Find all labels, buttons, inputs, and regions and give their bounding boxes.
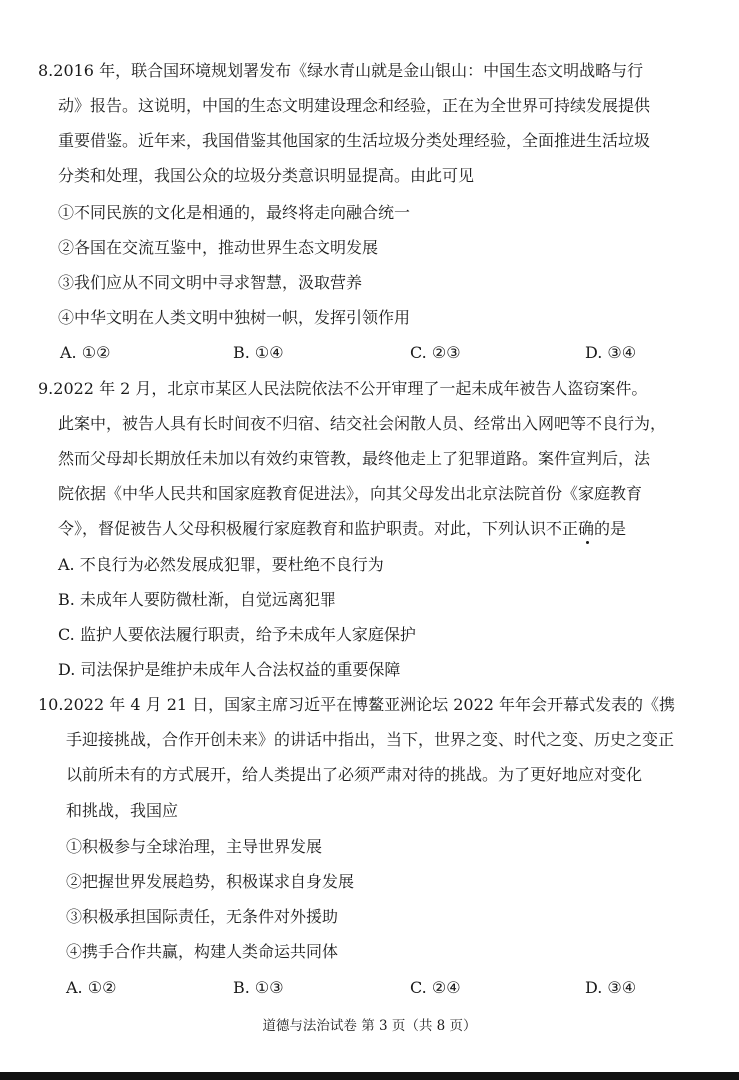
question-10-statement-4: ④携手合作共赢，构建人类命运共同体 xyxy=(66,942,339,961)
question-8-choice-d[interactable]: D. ③④ xyxy=(585,343,637,362)
question-8-stem-line-1: 8.2016 年，联合国环境规划署发布《绿水青山就是金山银山：中国生态文明战略与行 xyxy=(38,61,644,80)
question-10-choice-d[interactable]: D. ③④ xyxy=(585,978,637,997)
question-10-choice-a[interactable]: A. ①② xyxy=(66,978,117,997)
question-10-choice-b[interactable]: B. ①③ xyxy=(233,978,284,997)
question-8-statement-4: ④中华文明在人类文明中独树一帜，发挥引领作用 xyxy=(58,308,411,327)
question-10-statement-2: ②把握世界发展趋势，积极谋求自身发展 xyxy=(66,872,355,891)
question-8-choice-b[interactable]: B. ①④ xyxy=(233,343,284,362)
question-8-choice-a[interactable]: A. ①② xyxy=(60,343,111,362)
question-10-stem-line-4: 和挑战，我国应 xyxy=(66,801,179,820)
question-9-stem-line-2: 此案中，被告人具有长时间夜不归宿、结交社会闲散人员、经常出入网吧等不良行为， xyxy=(58,414,667,433)
page-footer: 道德与法治试卷 第 3 页（共 8 页） xyxy=(262,1018,477,1034)
question-8-stem-line-4: 分类和处理，我国公众的垃圾分类意识明显提高。由此可见 xyxy=(58,166,475,185)
question-9-stem-line-5: 令》，督促被告人父母积极履行家庭教育和监护职责。对此，下列认识不正确的是 xyxy=(58,519,627,538)
question-9-option-d[interactable]: D. 司法保护是维护未成年人合法权益的重要保障 xyxy=(58,660,401,679)
question-8-choice-c[interactable]: C. ②③ xyxy=(410,343,461,362)
question-9-stem-line-4: 院依据《中华人民共和国家庭教育促进法》，向其父母发出北京法院首份《家庭教育 xyxy=(58,484,643,503)
question-8-stem-line-2: 动》报告。这说明，中国的生态文明建设理念和经验，正在为全世界可持续发展提供 xyxy=(58,96,651,115)
question-9-option-c[interactable]: C. 监护人要依法履行职责，给予未成年人家庭保护 xyxy=(58,625,416,644)
question-8-statement-3: ③我们应从不同文明中寻求智慧，汲取营养 xyxy=(58,273,363,292)
question-9-option-b[interactable]: B. 未成年人要防微杜渐，自觉远离犯罪 xyxy=(58,590,336,609)
question-9-option-a[interactable]: A. 不良行为必然发展成犯罪，要杜绝不良行为 xyxy=(58,555,384,574)
question-8-statement-1: ①不同民族的文化是相通的，最终将走向融合统一 xyxy=(58,203,411,222)
question-9-stem-line-1: 9.2022 年 2 月，北京市某区人民法院依法不公开审理了一起未成年被告人盗窃案件。 xyxy=(38,379,648,398)
question-10-statement-1: ①积极参与全球治理，主导世界发展 xyxy=(66,837,323,856)
question-10-stem-line-3: 以前所未有的方式展开，给人类提出了必须严肃对待的挑战。为了更好地应对变化 xyxy=(66,765,643,784)
emphasis-dot xyxy=(586,541,589,544)
question-10-stem-line-2: 手迎接挑战，合作开创未来》的讲话中指出，当下，世界之变、时代之变、历史之变正 xyxy=(66,730,675,749)
question-9-stem-line-3: 然而父母却长期放任未加以有效约束管教，最终他走上了犯罪道路。案件宣判后，法 xyxy=(58,449,651,468)
question-10-statement-3: ③积极承担国际责任，无条件对外援助 xyxy=(66,907,339,926)
bottom-border xyxy=(0,1072,739,1080)
question-10-choice-c[interactable]: C. ②④ xyxy=(410,978,461,997)
question-10-stem-line-1: 10.2022 年 4 月 21 日，国家主席习近平在博鳌亚洲论坛 2022 年年会开幕式发表的《携 xyxy=(38,695,676,714)
question-8-stem-line-3: 重要借鉴。近年来，我国借鉴其他国家的生活垃圾分类处理经验，全面推进生活垃圾 xyxy=(58,131,651,150)
question-8-statement-2: ②各国在交流互鉴中，推动世界生态文明发展 xyxy=(58,238,379,257)
